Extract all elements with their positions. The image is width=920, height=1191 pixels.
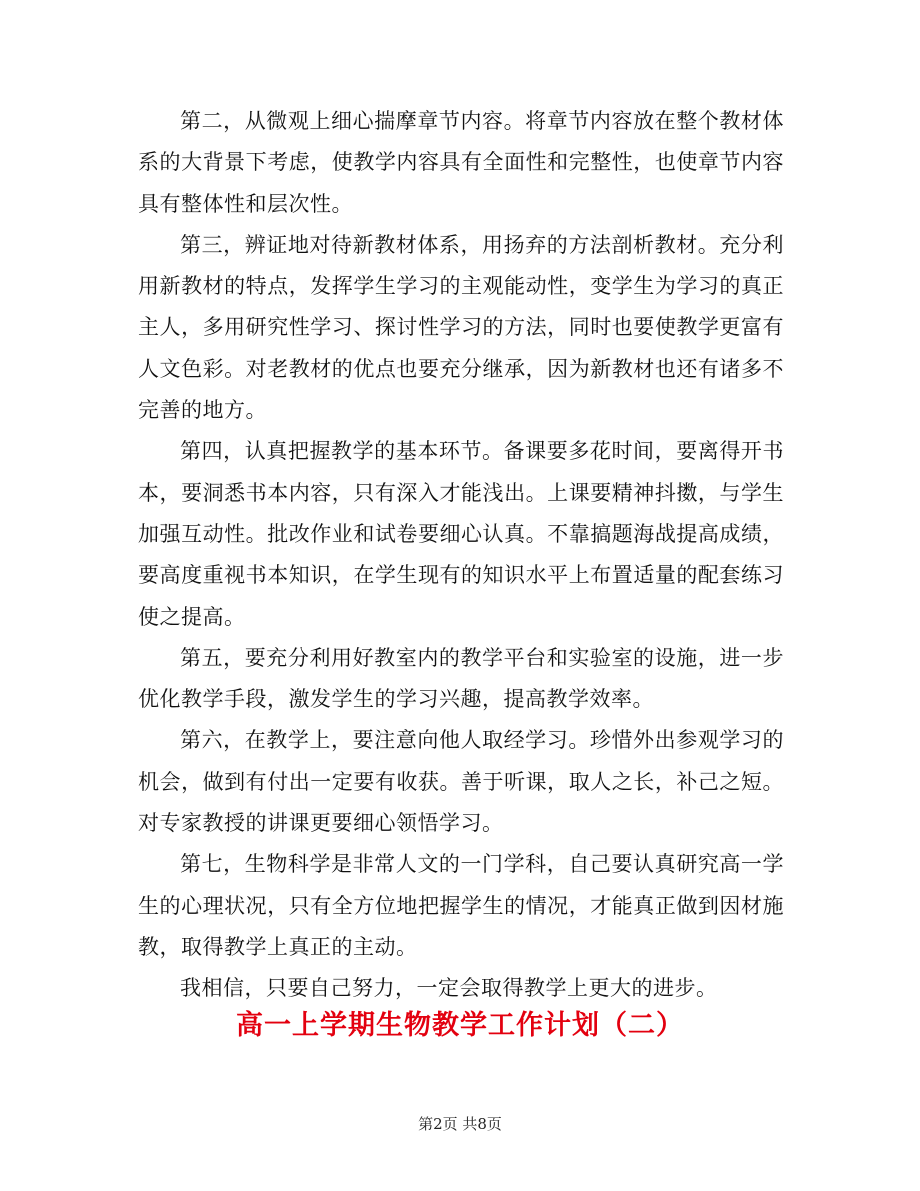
paragraph-point-five: 第五，要充分利用好教室内的教学平台和实验室的设施，进一步优化教学手段，激发学生的学习兴趣，提高教学效率。: [138, 645, 784, 712]
paragraph-point-seven: 第七，生物科学是非常人文的一门学科，自己要认真研究高一学生的心理状况，只有全方位地把握学生的情况，才能真正做到因材施教，取得教学上真正的主动。: [138, 852, 784, 959]
paragraph-conclusion: 我相信，只要自己努力，一定会取得教学上更大的进步。: [180, 976, 718, 1001]
paragraph-point-six: 第六，在教学上，要注意向他人取经学习。珍惜外出参观学习的机会，做到有付出一定要有收获。善于听课，取人之长，补己之短。对专家教授的讲课更要细心领悟学习。: [138, 728, 784, 836]
paragraph-point-three: 第三，辨证地对待新教材体系，用扬弃的方法剖析教材。充分利用新教材的特点，发挥学生学习的主观能动性，变学生为学习的真正主人，多用研究性学习、探讨性学习的方法，同时也要使教学更富有人文色彩。对老教材的优点也要充分继承，因为新教材也还有诸多不完善的地方。: [138, 232, 784, 423]
paragraph-point-four: 第四，认真把握教学的基本环节。备课要多花时间，要离得开书本，要洞悉书本内容，只有深入才能浅出。上课要精神抖擞，与学生加强互动性。批改作业和试卷要细心认真。不靠搞题海战提高成绩，要高度重视书本知识，在学生现有的知识水平上布置适量的配套练习使之提高。: [138, 439, 784, 629]
paragraph-point-two: 第二，从微观上细心揣摩章节内容。将章节内容放在整个教材体系的大背景下考虑，使教学内容具有全面性和完整性，也使章节内容具有整体性和层次性。: [138, 109, 784, 216]
page-number: 第2页 共8页: [418, 1115, 502, 1133]
section-title: 高一上学期生物教学工作计划（二）: [236, 1010, 684, 1041]
body-text: [138, 101, 784, 1010]
